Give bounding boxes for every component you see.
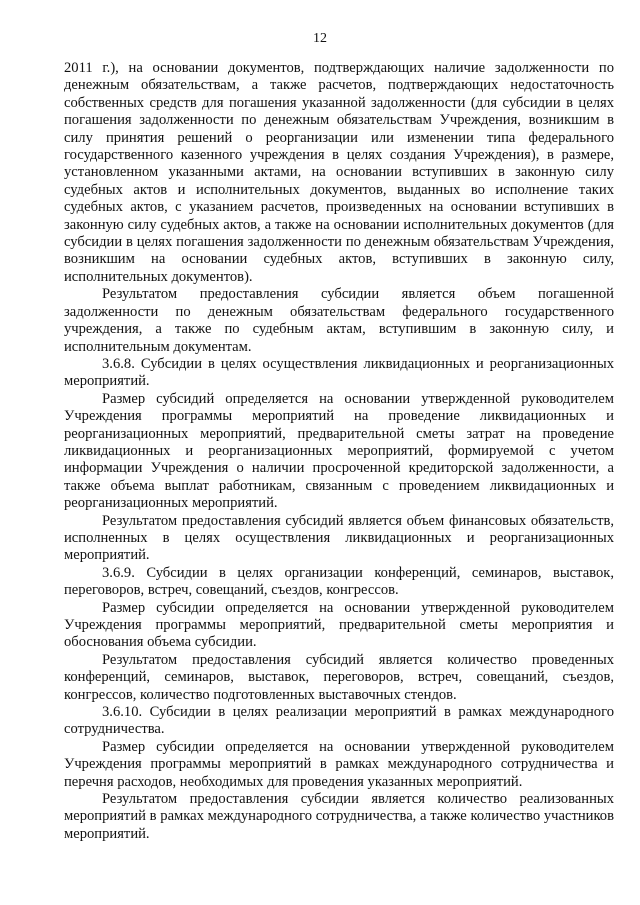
paragraph: Результатом предоставления субсидий является объем финансовых обязательств, исполненных в целях осуществления ликвидационных и реорганизационных мероприятий. — [64, 512, 614, 564]
section-heading: 3.6.10. Субсидии в целях реализации мероприятий в рамках международного сотрудничества. — [64, 704, 614, 738]
paragraph: Размер субсидий определяется на основании утвержденной руководителем Учреждения программы мероприятий на проведение ликвидационных и реорганизационных мероприятий, предварительной сметы затрат на проведение ликвидационных и реорганизационных мероприятий, формируемой с учетом информации Учреждения о наличии просроченной кредиторской задолженности, а также объема выплат работникам, связанным с проведением ликвидационных и реорганизационных мероприятий. — [64, 390, 614, 512]
paragraph: Размер субсидии определяется на основании утвержденной руководителем Учреждения программы мероприятий в рамках международного сотрудничества и перечня расходов, необходимых для проведения указанных мероприятий. — [64, 738, 614, 790]
paragraph: Результатом предоставления субсидии является количество реализованных мероприятий в рамках международного сотрудничества, а также количество участников мероприятий. — [64, 791, 614, 842]
paragraph: Размер субсидии определяется на основании утвержденной руководителем Учреждения программы мероприятий, предварительной сметы мероприятия и обоснования объема субсидии. — [64, 599, 614, 651]
paragraph: Результатом предоставления субсидий является количество проведенных конференций, семинаров, выставок, переговоров, встреч, совещаний, съездов, конгрессов, количество подготовленных выставочных стендов. — [64, 651, 614, 703]
section-heading: 3.6.9. Субсидии в целях организации конференций, семинаров, выставок, переговоров, встреч, совещаний, съездов, конгрессов. — [64, 564, 614, 599]
page-number: 12 — [313, 31, 327, 46]
paragraph: 2011 г.), на основании документов, подтверждающих наличие задолженности по денежным обязательствам, а также расчетов, подтверждающих недостаточность собственных средств для погашения указанной задолженности (для субсидии в целях погашения задолженности по денежным обязательствам Учреждения, возникшим в силу принятия решений о реорганизации или изменении типа федерального государственного казенного учреждения в целях создания Учреждения), в размере, установленном указанными актами, на основании вступивших в законную силу судебных актов и исполнительных документов, выданных во исполнение таких судебных актов, с указанием расчетов, произведенных на основании вступивших в законную силу судебных актов, а также на основании исполнительных документов (для субсидии в целях погашения задолженности по денежным обязательствам Учреждения, возникшим на основании судебных актов, вступивших в законную силу, исполнительных документов). — [64, 60, 614, 285]
document-body — [64, 60, 614, 843]
section-heading: 3.6.8. Субсидии в целях осуществления ликвидационных и реорганизационных мероприятий. — [64, 355, 614, 390]
paragraph: Результатом предоставления субсидии является объем погашенной задолженности по денежным обязательствам федерального государственного учреждения, а также по судебным актам, вступившим в законную силу, и исполнительным документам. — [64, 286, 614, 355]
